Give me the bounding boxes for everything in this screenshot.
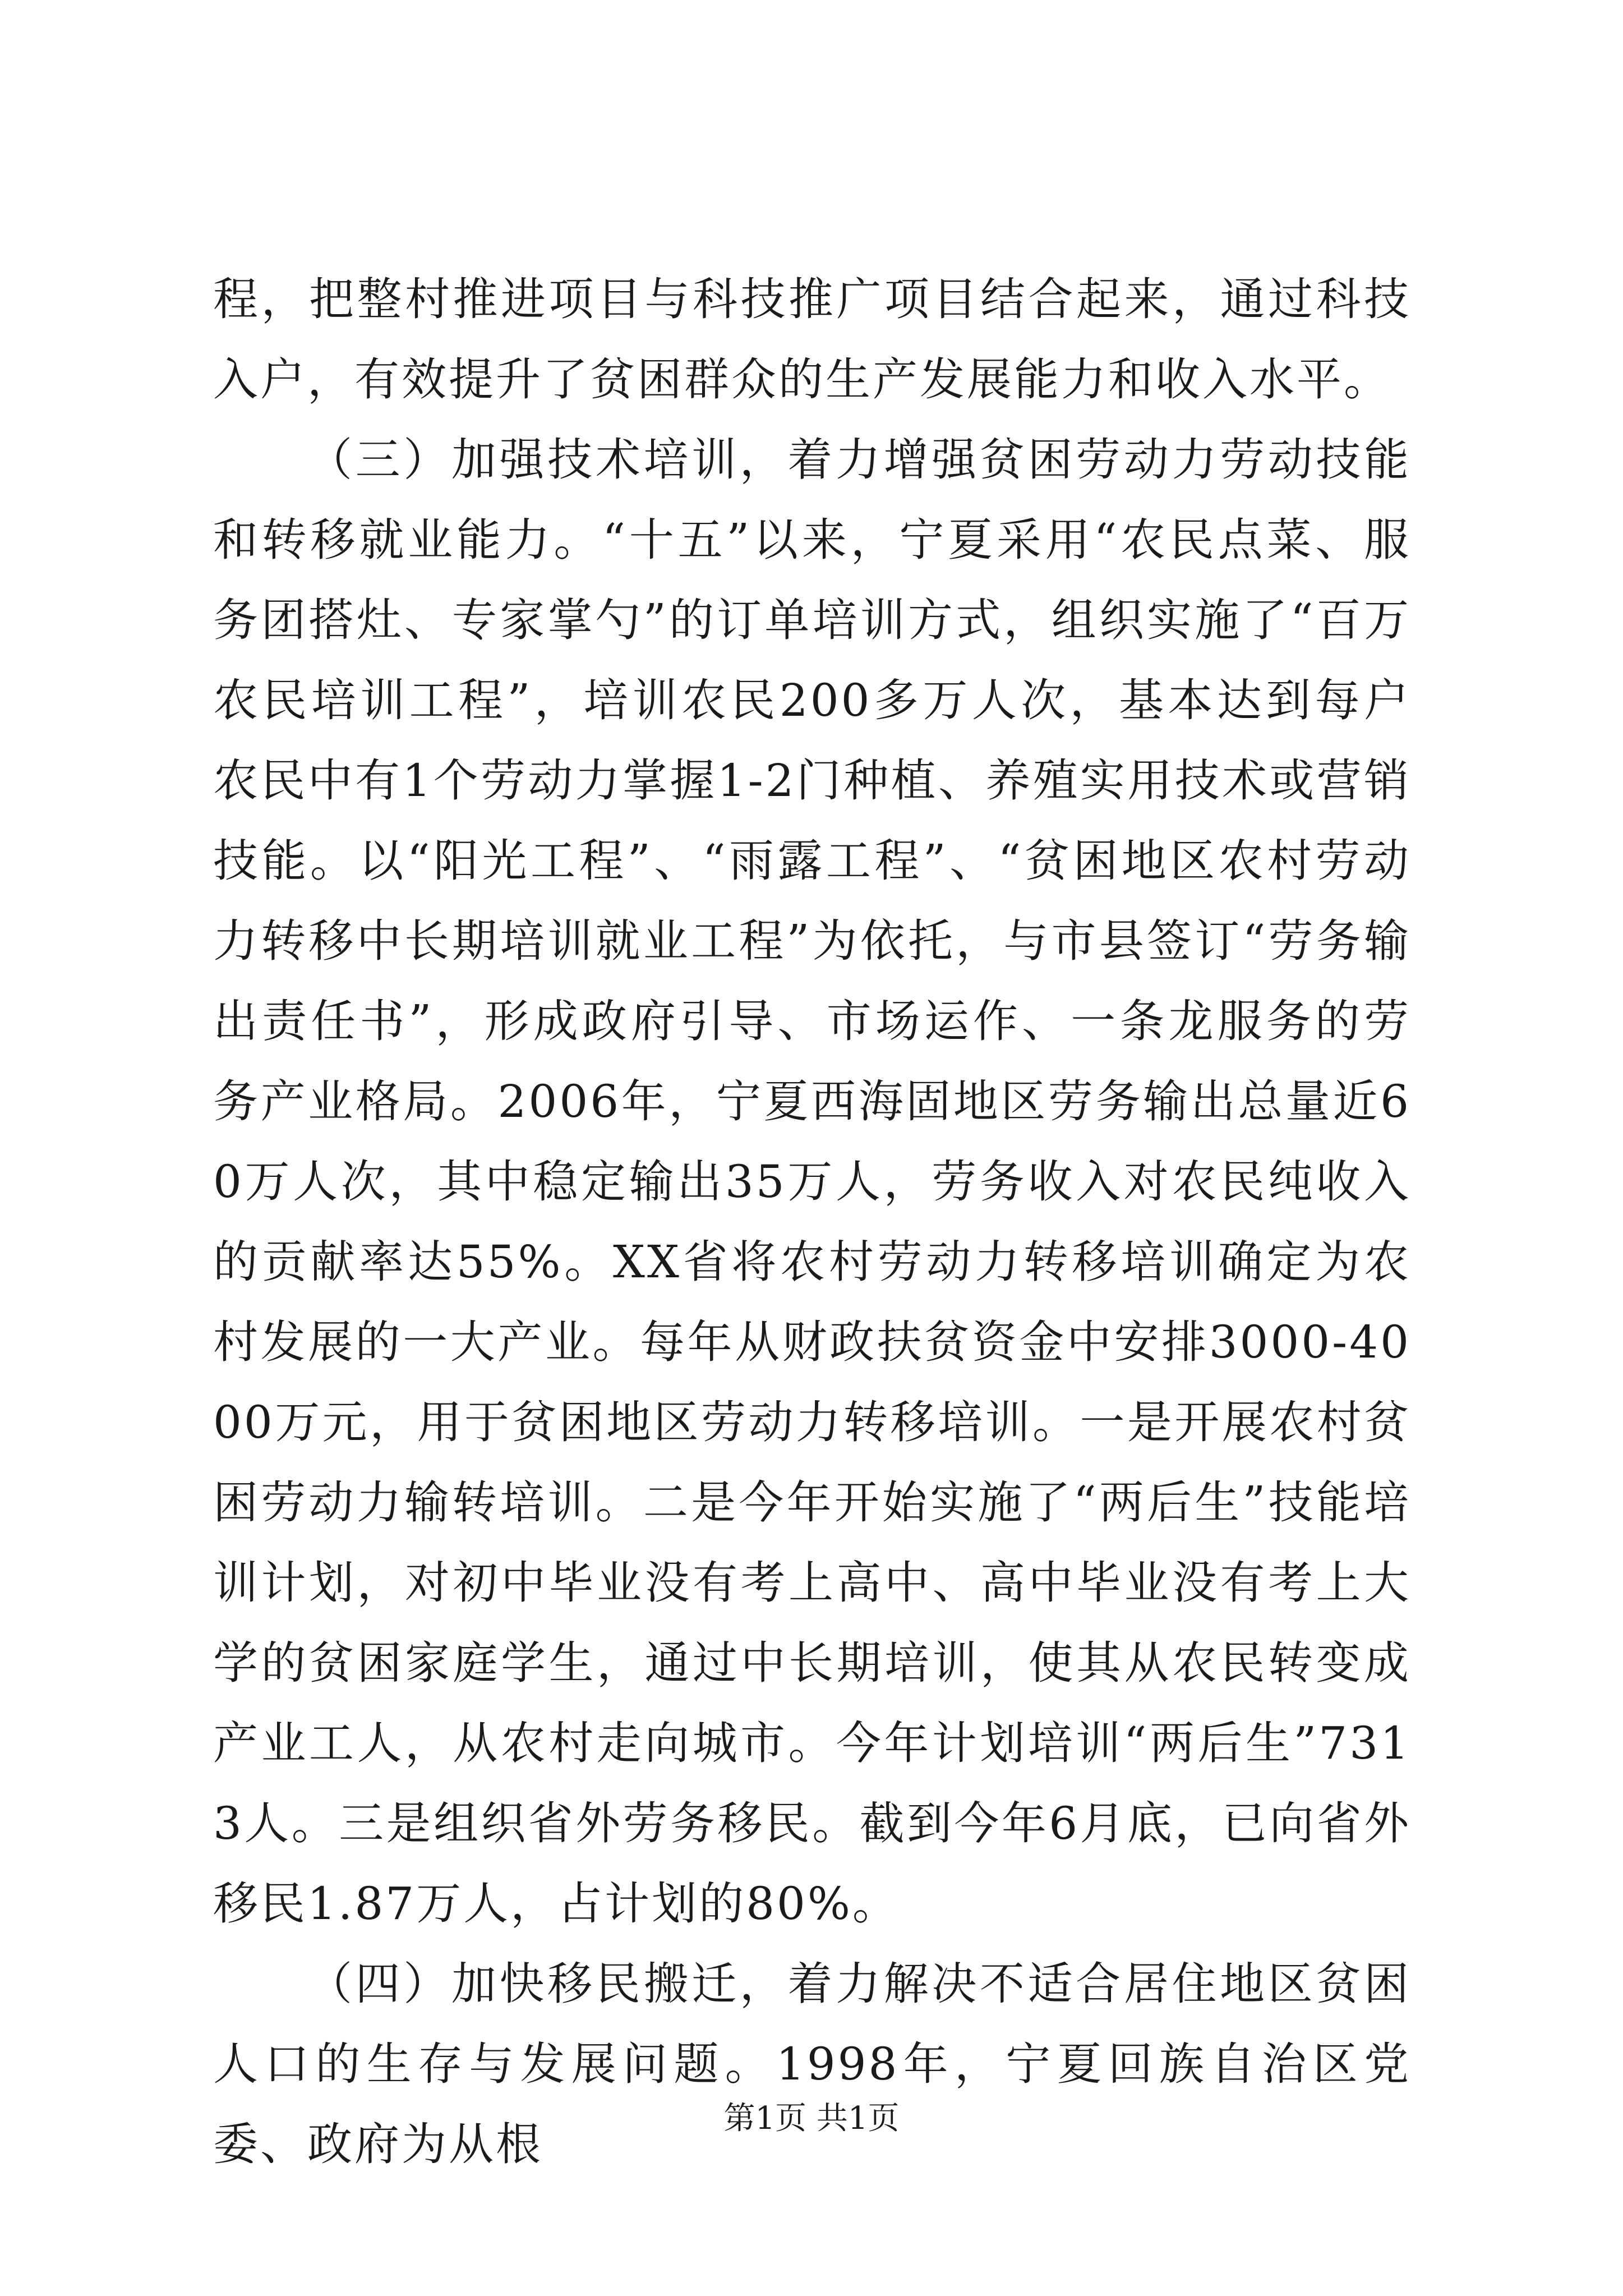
paragraph-section-four: （四）加快移民搬迁，着力解决不适合居住地区贫困人口的生存与发展问题。1998年，宁夏回族自治区党委、政府为从根	[213, 1958, 1411, 2170]
page-footer: 第1页 共1页	[723, 2100, 900, 2137]
paragraph-continuation: 程，把整村推进项目与科技推广项目结合起来，通过科技入户，有效提升了贫困群众的生产发展能力和收入水平。	[213, 273, 1411, 406]
document-body	[213, 259, 1411, 2184]
paragraph-section-three: （三）加强技术培训，着力增强贫困劳动力劳动技能和转移就业能力。“十五”以来，宁夏采用“农民点菜、服务团搭灶、专家掌勺”的订单培训方式，组织实施了“百万农民培训工程”，培训农民200多万人次，基本达到每户农民中有1个劳动力掌握1-2门种植、养殖实用技术或营销技能。以“阳光工程”、“雨露工程”、“贫困地区农村劳动力转移中长期培训就业工程”为依托，与市县签订“劳务输出责任书”，形成政府引导、市场运作、一条龙服务的劳务产业格局。2006年，宁夏西海固地区劳务输出总量近60万人次，其中稳定输出35万人，劳务收入对农民纯收入的贡献率达55%。XX省将农村劳动力转移培训确定为农村发展的一大产业。每年从财政扶贫资金中安排3000-4000万元，用于贫困地区劳动力转移培训。一是开展农村贫困劳动力输转培训。二是今年开始实施了“两后生”技能培训计划，对初中毕业没有考上高中、高中毕业没有考上大学的贫困家庭学生，通过中长期培训，使其从农民转变成产业工人，从农村走向城市。今年计划培训“两后生”7313人。三是组织省外劳务移民。截到今年6月底，已向省外移民1.87万人，占计划的80%。	[213, 434, 1411, 1930]
